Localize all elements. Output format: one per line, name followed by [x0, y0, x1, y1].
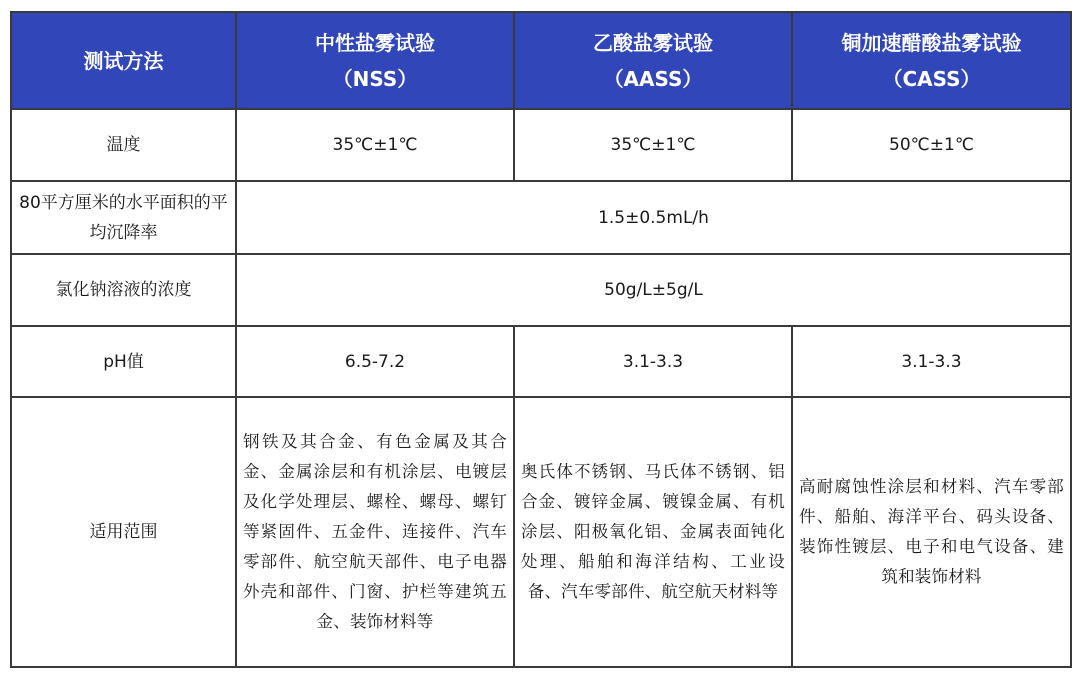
- table-row-scope: [11, 397, 1071, 667]
- header-cass-cell: [792, 12, 1071, 109]
- salt-spray-comparison-table-wrapper: [10, 11, 1070, 668]
- ph-cass: 3.1-3.3: [792, 326, 1071, 397]
- scope-nss: 钢铁及其合金、有色金属及其合金、金属涂层和有机涂层、电镀层及化学处理层、螺栓、螺母、螺钉等紧固件、五金件、连接件、汽车零部件、航空航天部件、电子电器外壳和部件、门窗、护栏等建筑五金、装饰材料等: [236, 397, 514, 667]
- temperature-nss: 35℃±1℃: [236, 109, 514, 181]
- temperature-label: 温度: [11, 109, 236, 181]
- header-aass-cell: [514, 12, 792, 109]
- settling-rate-label: 80平方厘米的水平面积的平均沉降率: [11, 181, 236, 254]
- header-nss-cell: [236, 12, 514, 109]
- table-header-row: [11, 12, 1071, 109]
- header-method-cell: [11, 12, 236, 109]
- ph-label: pH值: [11, 326, 236, 397]
- header-aass-title: 乙酸盐雾试验: [593, 30, 713, 55]
- header-nss-title: 中性盐雾试验: [315, 30, 435, 55]
- table-row-temperature: [11, 109, 1071, 181]
- nacl-concentration-value: 50g/L±5g/L: [236, 254, 1071, 326]
- header-nss-abbr: （NSS）: [332, 66, 418, 91]
- settling-rate-value: 1.5±0.5mL/h: [236, 181, 1071, 254]
- table-row-nacl-concentration: [11, 254, 1071, 326]
- salt-spray-comparison-table: [10, 11, 1072, 668]
- ph-nss: 6.5-7.2: [236, 326, 514, 397]
- scope-cass: 高耐腐蚀性涂层和材料、汽车零部件、船舶、海洋平台、码头设备、 装饰性镀层、电子和电气设备、建筑和装饰材料: [792, 397, 1071, 667]
- header-aass-abbr: （AASS）: [603, 66, 703, 91]
- scope-aass: 奥氏体不锈钢、马氏体不锈钢、铝合金、镀锌金属、镀镍金属、有机涂层、阳极氧化铝、金属表面钝化处理、船舶和海洋结构、工业设备、汽车零部件、航空航天材料等: [514, 397, 792, 667]
- header-method-label: 测试方法: [83, 48, 164, 73]
- table-row-settling-rate: [11, 181, 1071, 254]
- ph-aass: 3.1-3.3: [514, 326, 792, 397]
- scope-label: 适用范围: [11, 397, 236, 667]
- nacl-concentration-label: 氯化钠溶液的浓度: [11, 254, 236, 326]
- header-cass-title: 铜加速醋酸盐雾试验: [841, 30, 1022, 55]
- temperature-aass: 35℃±1℃: [514, 109, 792, 181]
- table-row-ph: [11, 326, 1071, 397]
- header-cass-abbr: （CASS）: [882, 66, 981, 91]
- temperature-cass: 50℃±1℃: [792, 109, 1071, 181]
